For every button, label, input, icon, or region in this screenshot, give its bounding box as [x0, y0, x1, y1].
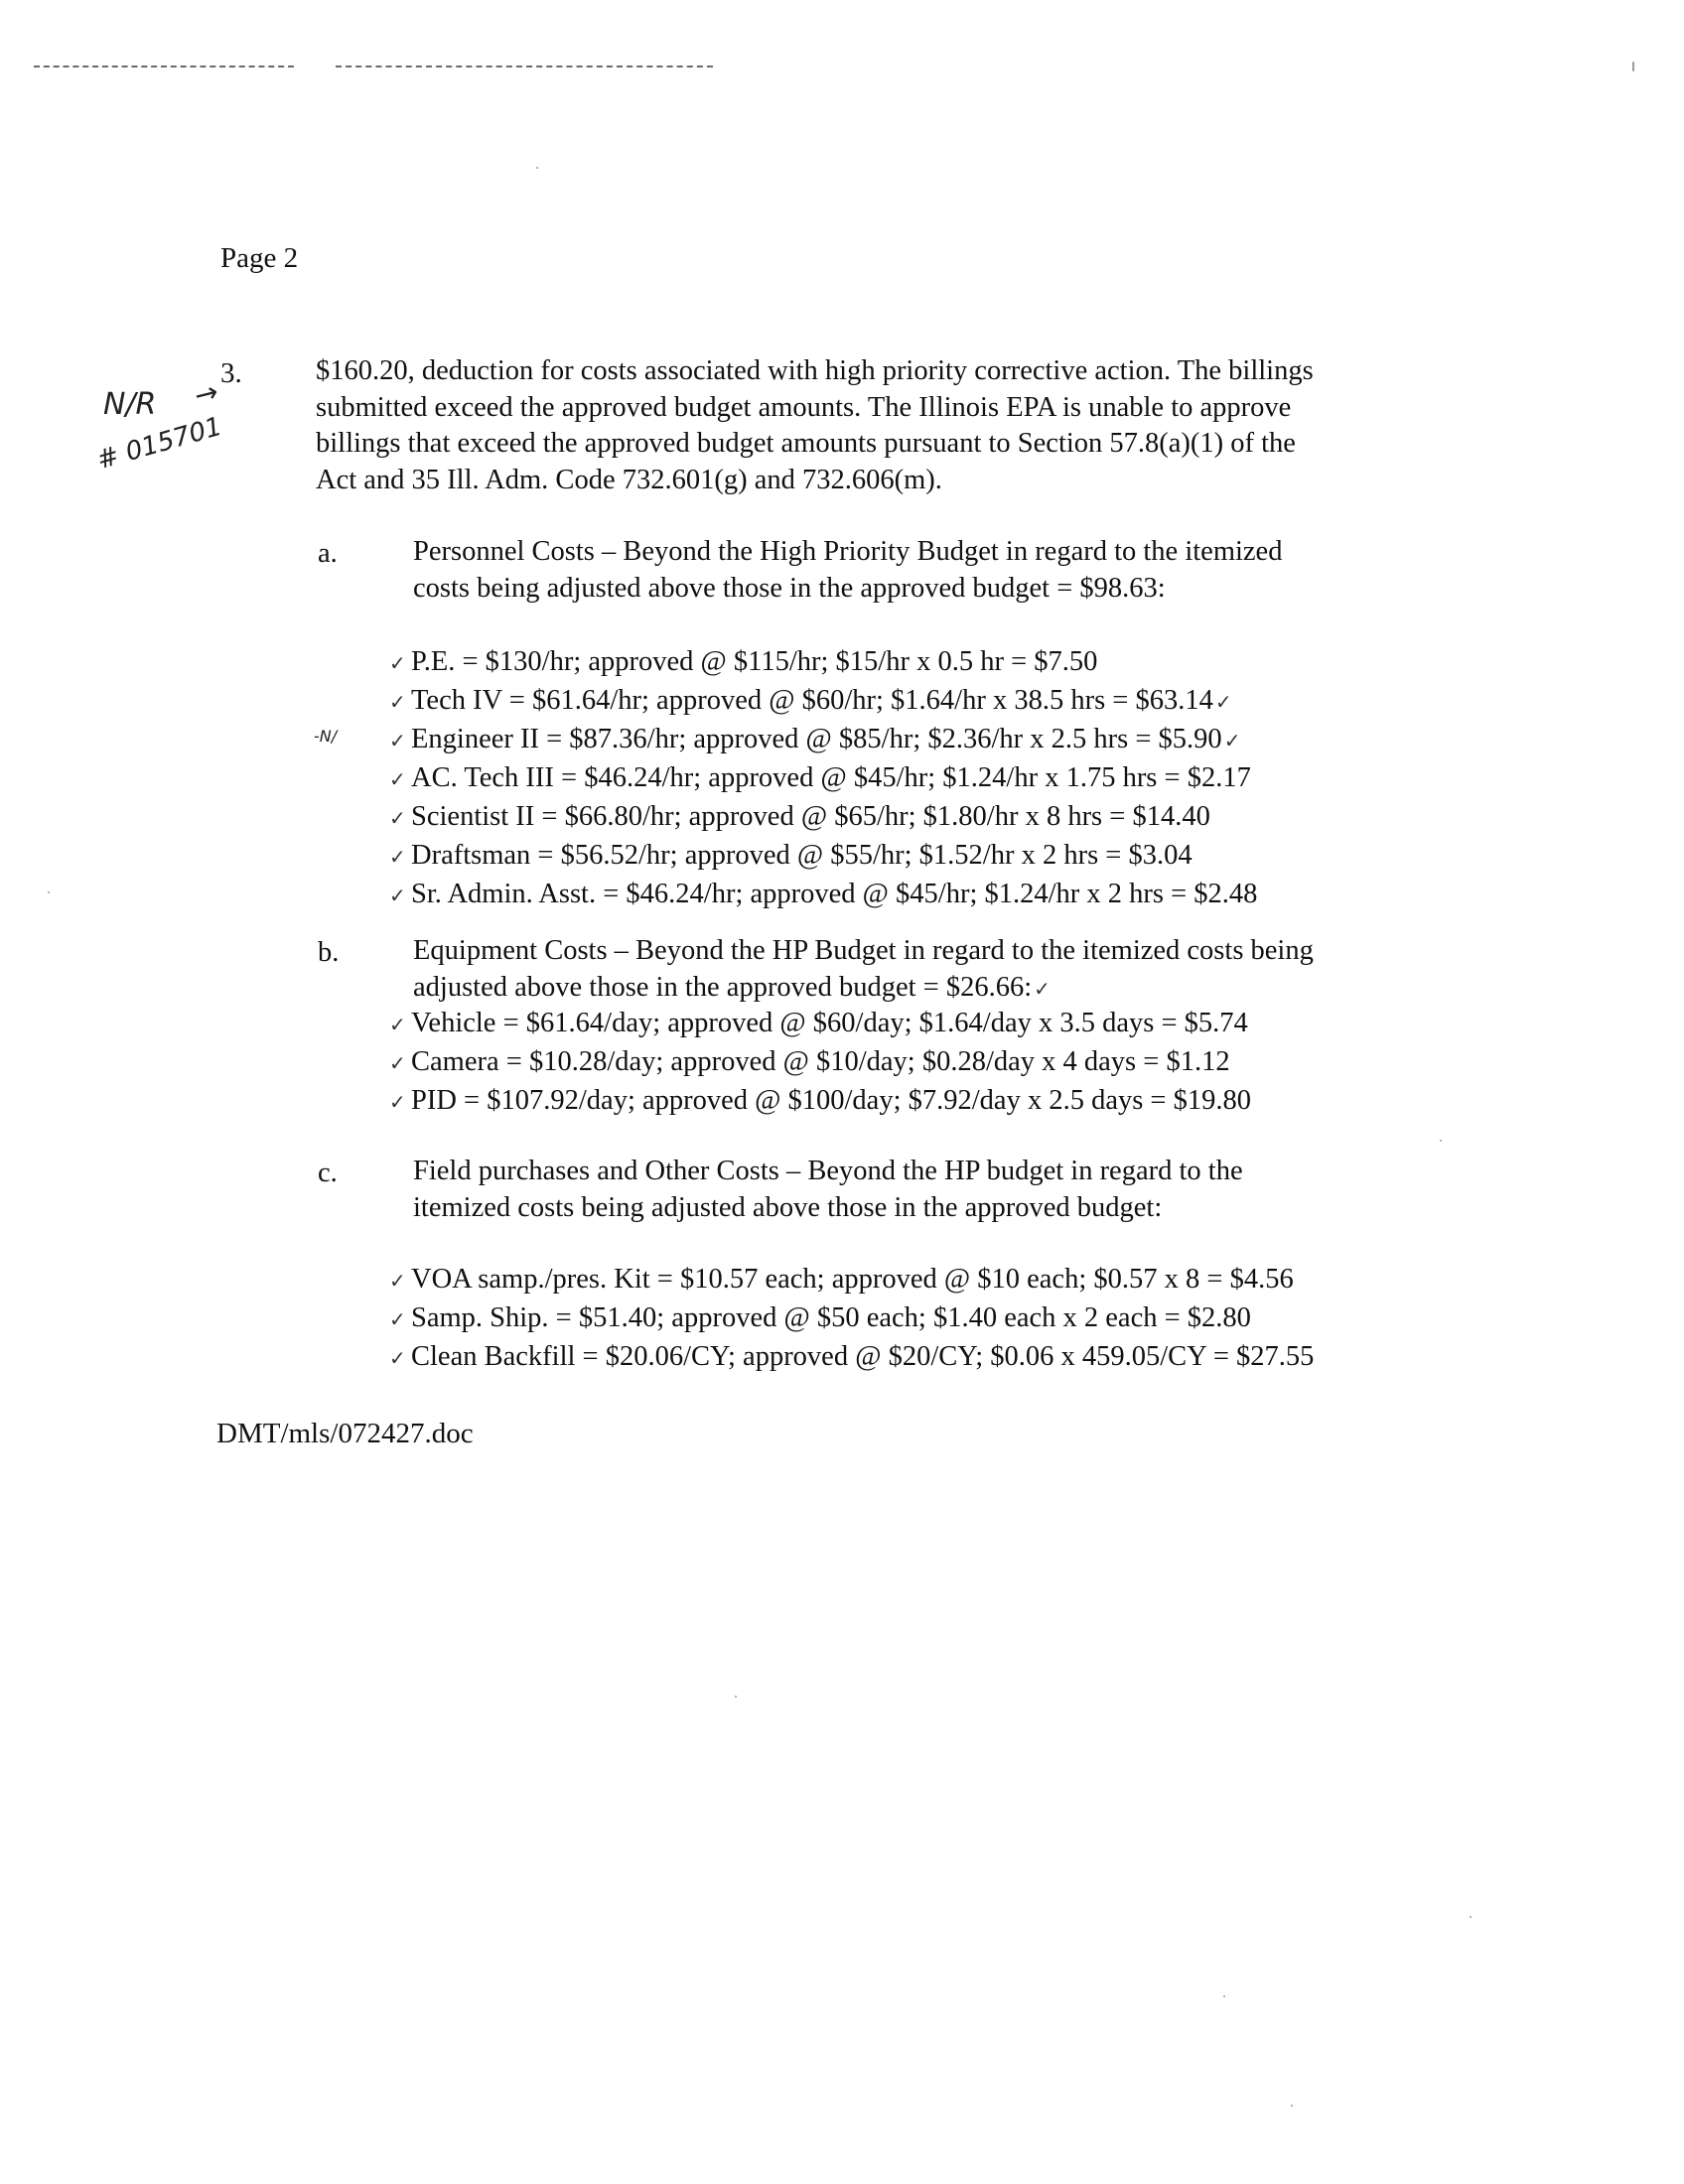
- check-mark-icon: ✓: [389, 1269, 406, 1293]
- cost-line-item: [389, 721, 1257, 759]
- cost-line-text: Vehicle = $61.64/day; approved @ $60/day; $1.64/day x 3.5 days = $5.74: [411, 1008, 1248, 1038]
- check-mark-icon: ✓: [1034, 976, 1051, 1001]
- subsection-letter: b.: [318, 937, 340, 968]
- equipment-costs-heading: [413, 933, 1535, 1007]
- cost-line-text: Sr. Admin. Asst. = $46.24/hr; approved @ $45/hr; $1.24/hr x 2 hrs = $2.48: [411, 879, 1258, 909]
- cost-line-text: PID = $107.92/day; approved @ $100/day; $7.92/day x 2.5 days = $19.80: [411, 1085, 1252, 1116]
- handwritten-arrow: →: [191, 374, 222, 413]
- cost-line-text: Tech IV = $61.64/hr; approved @ $60/hr; $1.64/hr x 38.5 hrs = $63.14: [411, 685, 1213, 716]
- heading-line: Equipment Costs – Beyond the HP Budget in regard to the itemized costs being: [413, 935, 1314, 966]
- cost-line-item: [389, 643, 1257, 682]
- heading-line: Field purchases and Other Costs – Beyond the HP budget in regard to the: [413, 1156, 1243, 1186]
- scan-speck: [735, 1696, 737, 1698]
- check-mark-icon: ✓: [389, 884, 406, 907]
- scan-speck: [1291, 2105, 1293, 2107]
- cost-line-item: [389, 798, 1257, 837]
- subsection-letter: c.: [318, 1158, 338, 1188]
- scan-speck: [1440, 1140, 1442, 1142]
- paragraph-line: billings that exceed the approved budget amounts pursuant to Section 57.8(a)(1) of the: [316, 428, 1296, 459]
- check-mark-icon: ✓: [389, 651, 406, 675]
- cost-line-item: [389, 1338, 1314, 1377]
- cost-line-text: AC. Tech III = $46.24/hr; approved @ $45/hr; $1.24/hr x 1.75 hrs = $2.17: [411, 762, 1251, 793]
- paragraph-line: $160.20, deduction for costs associated with high priority corrective action. The billings: [316, 355, 1314, 386]
- heading-line: [413, 970, 1535, 1008]
- scan-speck: [536, 167, 538, 169]
- cost-line-item: [389, 1082, 1251, 1121]
- handwritten-reference-number: # 015701: [93, 411, 225, 477]
- check-mark-icon: ✓: [389, 806, 406, 830]
- cost-line-item: [389, 1261, 1314, 1299]
- document-reference: DMT/mls/072427.doc: [216, 1418, 474, 1449]
- handwritten-note: N/R: [103, 387, 157, 422]
- cost-line-text: Engineer II = $87.36/hr; approved @ $85/hr; $2.36/hr x 2.5 hrs = $5.90: [411, 724, 1222, 754]
- item-3-paragraph: [316, 353, 1507, 498]
- equipment-cost-list: [389, 1005, 1251, 1121]
- paragraph-line: submitted exceed the approved budget amounts. The Illinois EPA is unable to approve: [316, 391, 1292, 423]
- paragraph-line: Act and 35 Ill. Adm. Code 732.601(g) and 732.606(m).: [316, 464, 942, 495]
- other-cost-list: [389, 1261, 1314, 1377]
- scan-speck: [48, 891, 50, 893]
- check-mark-icon: ✓: [389, 1307, 406, 1331]
- cost-line-item: [389, 1043, 1251, 1082]
- check-mark-icon: ✓: [389, 1051, 406, 1075]
- check-mark-icon: ✓: [389, 845, 406, 869]
- cost-line-text: VOA samp./pres. Kit = $10.57 each; approved @ $10 each; $0.57 x 8 = $4.56: [411, 1264, 1294, 1295]
- cost-line-text: Camera = $10.28/day; approved @ $10/day; $0.28/day x 4 days = $1.12: [411, 1046, 1230, 1077]
- cost-line-item: [389, 682, 1257, 721]
- cost-line-text: Scientist II = $66.80/hr; approved @ $65/hr; $1.80/hr x 8 hrs = $14.40: [411, 801, 1210, 832]
- cost-line-item: [389, 876, 1257, 914]
- cost-line-item: [389, 837, 1257, 876]
- check-mark-icon: ✓: [389, 729, 406, 752]
- heading-line: Personnel Costs – Beyond the High Priority Budget in regard to the itemized: [413, 536, 1283, 567]
- cost-line-text: Clean Backfill = $20.06/CY; approved @ $20/CY; $0.06 x 459.05/CY = $27.55: [411, 1341, 1315, 1372]
- check-mark-icon: ✓: [1223, 729, 1241, 752]
- check-mark-icon: ✓: [1214, 690, 1232, 714]
- heading-line-text: adjusted above those in the approved budget = $26.66:: [413, 971, 1033, 1003]
- handwritten-margin-mark: -N/: [314, 727, 338, 746]
- cost-line-item: [389, 759, 1257, 798]
- cost-line-item: [389, 1299, 1314, 1338]
- check-mark-icon: ✓: [389, 690, 406, 714]
- cost-line-item: [389, 1005, 1251, 1043]
- page-number: Page 2: [220, 242, 299, 274]
- cost-line-text: P.E. = $130/hr; approved @ $115/hr; $15/hr x 0.5 hr = $7.50: [411, 646, 1098, 677]
- cost-line-text: Samp. Ship. = $51.40; approved @ $50 each; $1.40 each x 2 each = $2.80: [411, 1302, 1251, 1333]
- check-mark-icon: ✓: [389, 1090, 406, 1114]
- heading-line: costs being adjusted above those in the approved budget = $98.63:: [413, 572, 1166, 604]
- scan-speck: [1223, 1995, 1225, 1997]
- scan-artifact-line: [34, 66, 294, 68]
- scan-speck: [1632, 62, 1634, 71]
- field-purchases-heading: [413, 1154, 1535, 1226]
- check-mark-icon: ✓: [389, 767, 406, 791]
- subsection-letter: a.: [318, 538, 338, 569]
- heading-line: itemized costs being adjusted above those in the approved budget:: [413, 1191, 1163, 1223]
- scan-speck: [1470, 1916, 1472, 1918]
- scan-artifact-line: [336, 66, 713, 68]
- personnel-cost-list: [389, 643, 1257, 914]
- item-number: 3.: [220, 357, 242, 389]
- cost-line-text: Draftsman = $56.52/hr; approved @ $55/hr; $1.52/hr x 2 hrs = $3.04: [411, 840, 1193, 871]
- check-mark-icon: ✓: [389, 1346, 406, 1370]
- personnel-costs-heading: [413, 534, 1535, 607]
- check-mark-icon: ✓: [389, 1013, 406, 1036]
